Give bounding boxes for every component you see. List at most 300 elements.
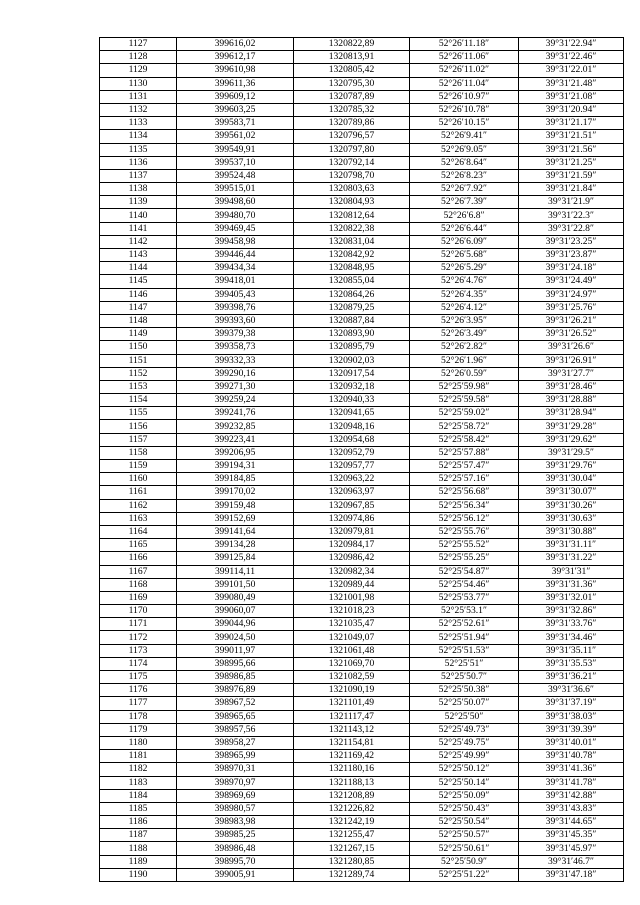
y-coordinate-cell: 1321289,74 — [294, 868, 410, 881]
table-row — [100, 130, 624, 143]
latitude-cell: 52°26′6.09″ — [410, 235, 519, 248]
x-coordinate-cell: 399446,44 — [177, 249, 294, 262]
table-row — [100, 578, 624, 591]
point-number-cell: 1175 — [100, 671, 177, 684]
table-row — [100, 196, 624, 209]
x-coordinate-cell: 399405,43 — [177, 288, 294, 301]
y-coordinate-cell: 1321001,98 — [294, 591, 410, 604]
latitude-cell: 52°26′5.29″ — [410, 262, 519, 275]
table-row — [100, 802, 624, 815]
table-row — [100, 829, 624, 842]
x-coordinate-cell: 399194,31 — [177, 460, 294, 473]
table-row — [100, 77, 624, 90]
point-number-cell: 1156 — [100, 420, 177, 433]
x-coordinate-cell: 399290,16 — [177, 367, 294, 380]
latitude-cell: 52°25′50.14″ — [410, 776, 519, 789]
latitude-cell: 52°25′54.46″ — [410, 578, 519, 591]
point-number-cell: 1154 — [100, 394, 177, 407]
table-row — [100, 486, 624, 499]
x-coordinate-cell: 399524,48 — [177, 169, 294, 182]
table-row — [100, 657, 624, 670]
table-row — [100, 697, 624, 710]
latitude-cell: 52°25′50.07″ — [410, 697, 519, 710]
x-coordinate-cell: 398965,65 — [177, 710, 294, 723]
table-row — [100, 51, 624, 64]
y-coordinate-cell: 1320974,86 — [294, 512, 410, 525]
point-number-cell: 1179 — [100, 723, 177, 736]
latitude-cell: 52°25′50.61″ — [410, 842, 519, 855]
point-number-cell: 1145 — [100, 275, 177, 288]
point-number-cell: 1138 — [100, 183, 177, 196]
y-coordinate-cell: 1320822,38 — [294, 222, 410, 235]
y-coordinate-cell: 1321267,15 — [294, 842, 410, 855]
point-number-cell: 1147 — [100, 301, 177, 314]
point-number-cell: 1164 — [100, 525, 177, 538]
point-number-cell: 1158 — [100, 446, 177, 459]
y-coordinate-cell: 1320804,93 — [294, 196, 410, 209]
x-coordinate-cell: 399612,17 — [177, 51, 294, 64]
latitude-cell: 52°26′6.44″ — [410, 222, 519, 235]
y-coordinate-cell: 1320879,25 — [294, 301, 410, 314]
x-coordinate-cell: 398983,98 — [177, 816, 294, 829]
y-coordinate-cell: 1321280,85 — [294, 855, 410, 868]
point-number-cell: 1128 — [100, 51, 177, 64]
latitude-cell: 52°25′54.87″ — [410, 565, 519, 578]
point-number-cell: 1132 — [100, 103, 177, 116]
x-coordinate-cell: 399561,02 — [177, 130, 294, 143]
y-coordinate-cell: 1321154,81 — [294, 736, 410, 749]
longitude-cell: 39°31′34.46″ — [519, 631, 624, 644]
longitude-cell: 39°31′21.59″ — [519, 169, 624, 182]
y-coordinate-cell: 1320954,68 — [294, 433, 410, 446]
table-row — [100, 763, 624, 776]
point-number-cell: 1130 — [100, 77, 177, 90]
table-row — [100, 565, 624, 578]
y-coordinate-cell: 1321226,82 — [294, 802, 410, 815]
x-coordinate-cell: 399549,91 — [177, 143, 294, 156]
table-row — [100, 552, 624, 565]
latitude-cell: 52°26′3.95″ — [410, 314, 519, 327]
longitude-cell: 39°31′40.78″ — [519, 750, 624, 763]
y-coordinate-cell: 1320895,79 — [294, 341, 410, 354]
x-coordinate-cell: 399498,60 — [177, 196, 294, 209]
longitude-cell: 39°31′31.11″ — [519, 539, 624, 552]
longitude-cell: 39°31′45.35″ — [519, 829, 624, 842]
y-coordinate-cell: 1321180,16 — [294, 763, 410, 776]
latitude-cell: 52°26′10.97″ — [410, 90, 519, 103]
latitude-cell: 52°25′50.9″ — [410, 855, 519, 868]
table-row — [100, 288, 624, 301]
latitude-cell: 52°25′57.16″ — [410, 473, 519, 486]
longitude-cell: 39°31′42.88″ — [519, 789, 624, 802]
latitude-cell: 52°26′11.18″ — [410, 38, 519, 51]
longitude-cell: 39°31′22.01″ — [519, 64, 624, 77]
latitude-cell: 52°25′55.76″ — [410, 525, 519, 538]
longitude-cell: 39°31′30.04″ — [519, 473, 624, 486]
latitude-cell: 52°25′49.99″ — [410, 750, 519, 763]
y-coordinate-cell: 1320803,63 — [294, 183, 410, 196]
x-coordinate-cell: 399125,84 — [177, 552, 294, 565]
longitude-cell: 39°31′31″ — [519, 565, 624, 578]
longitude-cell: 39°31′27.7″ — [519, 367, 624, 380]
latitude-cell: 52°26′8.23″ — [410, 169, 519, 182]
latitude-cell: 52°25′51″ — [410, 657, 519, 670]
y-coordinate-cell: 1320789,86 — [294, 117, 410, 130]
point-number-cell: 1136 — [100, 156, 177, 169]
longitude-cell: 39°31′29.62″ — [519, 433, 624, 446]
table-row — [100, 512, 624, 525]
point-number-cell: 1134 — [100, 130, 177, 143]
latitude-cell: 52°25′50.09″ — [410, 789, 519, 802]
table-row — [100, 262, 624, 275]
y-coordinate-cell: 1321188,13 — [294, 776, 410, 789]
longitude-cell: 39°31′40.01″ — [519, 736, 624, 749]
table-row — [100, 183, 624, 196]
longitude-cell: 39°31′21.56″ — [519, 143, 624, 156]
latitude-cell: 52°25′57.88″ — [410, 446, 519, 459]
longitude-cell: 39°31′35.11″ — [519, 644, 624, 657]
x-coordinate-cell: 399358,73 — [177, 341, 294, 354]
x-coordinate-cell: 399024,50 — [177, 631, 294, 644]
y-coordinate-cell: 1320957,77 — [294, 460, 410, 473]
point-number-cell: 1144 — [100, 262, 177, 275]
y-coordinate-cell: 1320796,57 — [294, 130, 410, 143]
y-coordinate-cell: 1320855,04 — [294, 275, 410, 288]
x-coordinate-cell: 399458,98 — [177, 235, 294, 248]
x-coordinate-cell: 399271,30 — [177, 380, 294, 393]
longitude-cell: 39°31′44.65″ — [519, 816, 624, 829]
y-coordinate-cell: 1321069,70 — [294, 657, 410, 670]
latitude-cell: 52°25′50.7″ — [410, 671, 519, 684]
y-coordinate-cell: 1320893,90 — [294, 328, 410, 341]
longitude-cell: 39°31′22.8″ — [519, 222, 624, 235]
point-number-cell: 1189 — [100, 855, 177, 868]
longitude-cell: 39°31′28.46″ — [519, 380, 624, 393]
table-row — [100, 750, 624, 763]
latitude-cell: 52°25′49.75″ — [410, 736, 519, 749]
x-coordinate-cell: 398995,66 — [177, 657, 294, 670]
table-row — [100, 235, 624, 248]
latitude-cell: 52°25′59.98″ — [410, 380, 519, 393]
table-row — [100, 631, 624, 644]
longitude-cell: 39°31′21.51″ — [519, 130, 624, 143]
x-coordinate-cell: 398969,69 — [177, 789, 294, 802]
y-coordinate-cell: 1321242,19 — [294, 816, 410, 829]
latitude-cell: 52°26′11.04″ — [410, 77, 519, 90]
y-coordinate-cell: 1320941,65 — [294, 407, 410, 420]
table-row — [100, 433, 624, 446]
x-coordinate-cell: 399480,70 — [177, 209, 294, 222]
x-coordinate-cell: 398970,31 — [177, 763, 294, 776]
point-number-cell: 1150 — [100, 341, 177, 354]
point-number-cell: 1187 — [100, 829, 177, 842]
point-number-cell: 1146 — [100, 288, 177, 301]
latitude-cell: 52°25′53.77″ — [410, 591, 519, 604]
point-number-cell: 1178 — [100, 710, 177, 723]
point-number-cell: 1184 — [100, 789, 177, 802]
coordinates-table-body — [100, 38, 624, 882]
latitude-cell: 52°26′10.78″ — [410, 103, 519, 116]
latitude-cell: 52°25′51.22″ — [410, 868, 519, 881]
x-coordinate-cell: 399134,28 — [177, 539, 294, 552]
longitude-cell: 39°31′37.19″ — [519, 697, 624, 710]
latitude-cell: 52°26′2.82″ — [410, 341, 519, 354]
table-row — [100, 736, 624, 749]
longitude-cell: 39°31′45.97″ — [519, 842, 624, 855]
latitude-cell: 52°25′50″ — [410, 710, 519, 723]
point-number-cell: 1157 — [100, 433, 177, 446]
point-number-cell: 1166 — [100, 552, 177, 565]
point-number-cell: 1168 — [100, 578, 177, 591]
point-number-cell: 1148 — [100, 314, 177, 327]
latitude-cell: 52°25′51.94″ — [410, 631, 519, 644]
latitude-cell: 52°25′56.12″ — [410, 512, 519, 525]
longitude-cell: 39°31′28.94″ — [519, 407, 624, 420]
y-coordinate-cell: 1321143,12 — [294, 723, 410, 736]
table-row — [100, 868, 624, 881]
point-number-cell: 1149 — [100, 328, 177, 341]
y-coordinate-cell: 1321082,59 — [294, 671, 410, 684]
x-coordinate-cell: 399044,96 — [177, 618, 294, 631]
x-coordinate-cell: 398986,48 — [177, 842, 294, 855]
point-number-cell: 1165 — [100, 539, 177, 552]
y-coordinate-cell: 1321255,47 — [294, 829, 410, 842]
longitude-cell: 39°31′22.94″ — [519, 38, 624, 51]
x-coordinate-cell: 399170,02 — [177, 486, 294, 499]
y-coordinate-cell: 1320963,22 — [294, 473, 410, 486]
latitude-cell: 52°25′58.72″ — [410, 420, 519, 433]
table-row — [100, 38, 624, 51]
longitude-cell: 39°31′41.36″ — [519, 763, 624, 776]
latitude-cell: 52°25′57.47″ — [410, 460, 519, 473]
x-coordinate-cell: 399232,85 — [177, 420, 294, 433]
latitude-cell: 52°25′52.61″ — [410, 618, 519, 631]
table-row — [100, 209, 624, 222]
x-coordinate-cell: 398965,99 — [177, 750, 294, 763]
point-number-cell: 1151 — [100, 354, 177, 367]
table-row — [100, 460, 624, 473]
latitude-cell: 52°25′50.57″ — [410, 829, 519, 842]
point-number-cell: 1133 — [100, 117, 177, 130]
x-coordinate-cell: 399393,60 — [177, 314, 294, 327]
x-coordinate-cell: 399101,50 — [177, 578, 294, 591]
x-coordinate-cell: 398985,25 — [177, 829, 294, 842]
y-coordinate-cell: 1321090,19 — [294, 684, 410, 697]
latitude-cell: 52°25′53.1″ — [410, 605, 519, 618]
table-row — [100, 64, 624, 77]
latitude-cell: 52°25′51.53″ — [410, 644, 519, 657]
longitude-cell: 39°31′39.39″ — [519, 723, 624, 736]
point-number-cell: 1152 — [100, 367, 177, 380]
point-number-cell: 1186 — [100, 816, 177, 829]
table-row — [100, 644, 624, 657]
table-row — [100, 301, 624, 314]
y-coordinate-cell: 1320842,92 — [294, 249, 410, 262]
latitude-cell: 52°25′56.68″ — [410, 486, 519, 499]
longitude-cell: 39°31′38.03″ — [519, 710, 624, 723]
x-coordinate-cell: 399603,25 — [177, 103, 294, 116]
longitude-cell: 39°31′35.53″ — [519, 657, 624, 670]
longitude-cell: 39°31′29.5″ — [519, 446, 624, 459]
x-coordinate-cell: 398995,70 — [177, 855, 294, 868]
x-coordinate-cell: 399141,64 — [177, 525, 294, 538]
longitude-cell: 39°31′22.46″ — [519, 51, 624, 64]
table-row — [100, 473, 624, 486]
latitude-cell: 52°25′59.58″ — [410, 394, 519, 407]
y-coordinate-cell: 1320822,89 — [294, 38, 410, 51]
latitude-cell: 52°26′9.05″ — [410, 143, 519, 156]
longitude-cell: 39°31′29.76″ — [519, 460, 624, 473]
point-number-cell: 1173 — [100, 644, 177, 657]
x-coordinate-cell: 399537,10 — [177, 156, 294, 169]
latitude-cell: 52°25′49.73″ — [410, 723, 519, 736]
table-row — [100, 723, 624, 736]
table-row — [100, 855, 624, 868]
point-number-cell: 1131 — [100, 90, 177, 103]
y-coordinate-cell: 1320812,64 — [294, 209, 410, 222]
x-coordinate-cell: 399610,98 — [177, 64, 294, 77]
point-number-cell: 1183 — [100, 776, 177, 789]
point-number-cell: 1182 — [100, 763, 177, 776]
longitude-cell: 39°31′36.6″ — [519, 684, 624, 697]
y-coordinate-cell: 1321018,23 — [294, 605, 410, 618]
table-row — [100, 341, 624, 354]
y-coordinate-cell: 1320986,42 — [294, 552, 410, 565]
point-number-cell: 1155 — [100, 407, 177, 420]
y-coordinate-cell: 1320940,33 — [294, 394, 410, 407]
longitude-cell: 39°31′21.17″ — [519, 117, 624, 130]
longitude-cell: 39°31′21.9″ — [519, 196, 624, 209]
y-coordinate-cell: 1321061,48 — [294, 644, 410, 657]
table-row — [100, 367, 624, 380]
point-number-cell: 1176 — [100, 684, 177, 697]
point-number-cell: 1139 — [100, 196, 177, 209]
y-coordinate-cell: 1320795,30 — [294, 77, 410, 90]
table-row — [100, 249, 624, 262]
table-row — [100, 328, 624, 341]
table-row — [100, 380, 624, 393]
x-coordinate-cell: 399434,34 — [177, 262, 294, 275]
x-coordinate-cell: 399583,71 — [177, 117, 294, 130]
table-row — [100, 776, 624, 789]
longitude-cell: 39°31′30.63″ — [519, 512, 624, 525]
latitude-cell: 52°26′9.41″ — [410, 130, 519, 143]
latitude-cell: 52°26′6.8″ — [410, 209, 519, 222]
latitude-cell: 52°26′4.35″ — [410, 288, 519, 301]
longitude-cell: 39°31′33.76″ — [519, 618, 624, 631]
longitude-cell: 39°31′23.25″ — [519, 235, 624, 248]
latitude-cell: 52°26′7.39″ — [410, 196, 519, 209]
y-coordinate-cell: 1320797,80 — [294, 143, 410, 156]
y-coordinate-cell: 1320805,42 — [294, 64, 410, 77]
x-coordinate-cell: 398976,89 — [177, 684, 294, 697]
table-row — [100, 394, 624, 407]
longitude-cell: 39°31′21.08″ — [519, 90, 624, 103]
latitude-cell: 52°25′50.38″ — [410, 684, 519, 697]
y-coordinate-cell: 1320902,03 — [294, 354, 410, 367]
table-row — [100, 446, 624, 459]
y-coordinate-cell: 1320967,85 — [294, 499, 410, 512]
y-coordinate-cell: 1321169,42 — [294, 750, 410, 763]
longitude-cell: 39°31′21.84″ — [519, 183, 624, 196]
point-number-cell: 1159 — [100, 460, 177, 473]
x-coordinate-cell: 399609,12 — [177, 90, 294, 103]
table-row — [100, 684, 624, 697]
point-number-cell: 1188 — [100, 842, 177, 855]
latitude-cell: 52°25′55.25″ — [410, 552, 519, 565]
point-number-cell: 1160 — [100, 473, 177, 486]
x-coordinate-cell: 399379,38 — [177, 328, 294, 341]
point-number-cell: 1161 — [100, 486, 177, 499]
point-number-cell: 1129 — [100, 64, 177, 77]
point-number-cell: 1141 — [100, 222, 177, 235]
longitude-cell: 39°31′24.49″ — [519, 275, 624, 288]
point-number-cell: 1174 — [100, 657, 177, 670]
table-row — [100, 420, 624, 433]
y-coordinate-cell: 1320948,16 — [294, 420, 410, 433]
table-row — [100, 354, 624, 367]
x-coordinate-cell: 399515,01 — [177, 183, 294, 196]
latitude-cell: 52°26′3.49″ — [410, 328, 519, 341]
longitude-cell: 39°31′32.01″ — [519, 591, 624, 604]
table-row — [100, 117, 624, 130]
longitude-cell: 39°31′30.07″ — [519, 486, 624, 499]
longitude-cell: 39°31′46.7″ — [519, 855, 624, 868]
point-number-cell: 1137 — [100, 169, 177, 182]
y-coordinate-cell: 1320917,54 — [294, 367, 410, 380]
longitude-cell: 39°31′26.6″ — [519, 341, 624, 354]
point-number-cell: 1162 — [100, 499, 177, 512]
x-coordinate-cell: 398967,52 — [177, 697, 294, 710]
point-number-cell: 1177 — [100, 697, 177, 710]
y-coordinate-cell: 1320864,26 — [294, 288, 410, 301]
point-number-cell: 1127 — [100, 38, 177, 51]
latitude-cell: 52°25′58.42″ — [410, 433, 519, 446]
point-number-cell: 1185 — [100, 802, 177, 815]
table-row — [100, 499, 624, 512]
longitude-cell: 39°31′31.22″ — [519, 552, 624, 565]
x-coordinate-cell: 399206,95 — [177, 446, 294, 459]
x-coordinate-cell: 398958,27 — [177, 736, 294, 749]
x-coordinate-cell: 399152,69 — [177, 512, 294, 525]
longitude-cell: 39°31′43.83″ — [519, 802, 624, 815]
table-row — [100, 525, 624, 538]
latitude-cell: 52°26′11.02″ — [410, 64, 519, 77]
y-coordinate-cell: 1320831,04 — [294, 235, 410, 248]
y-coordinate-cell: 1320963,97 — [294, 486, 410, 499]
longitude-cell: 39°31′21.48″ — [519, 77, 624, 90]
y-coordinate-cell: 1320787,89 — [294, 90, 410, 103]
x-coordinate-cell: 399184,85 — [177, 473, 294, 486]
table-row — [100, 671, 624, 684]
latitude-cell: 52°26′1.96″ — [410, 354, 519, 367]
longitude-cell: 39°31′24.18″ — [519, 262, 624, 275]
latitude-cell: 52°26′11.06″ — [410, 51, 519, 64]
longitude-cell: 39°31′26.91″ — [519, 354, 624, 367]
x-coordinate-cell: 399114,11 — [177, 565, 294, 578]
latitude-cell: 52°25′59.02″ — [410, 407, 519, 420]
table-row — [100, 275, 624, 288]
latitude-cell: 52°25′56.34″ — [410, 499, 519, 512]
table-row — [100, 789, 624, 802]
y-coordinate-cell: 1321035,47 — [294, 618, 410, 631]
point-number-cell: 1180 — [100, 736, 177, 749]
x-coordinate-cell: 399611,36 — [177, 77, 294, 90]
table-row — [100, 618, 624, 631]
x-coordinate-cell: 399060,07 — [177, 605, 294, 618]
table-row — [100, 842, 624, 855]
longitude-cell: 39°31′29.28″ — [519, 420, 624, 433]
